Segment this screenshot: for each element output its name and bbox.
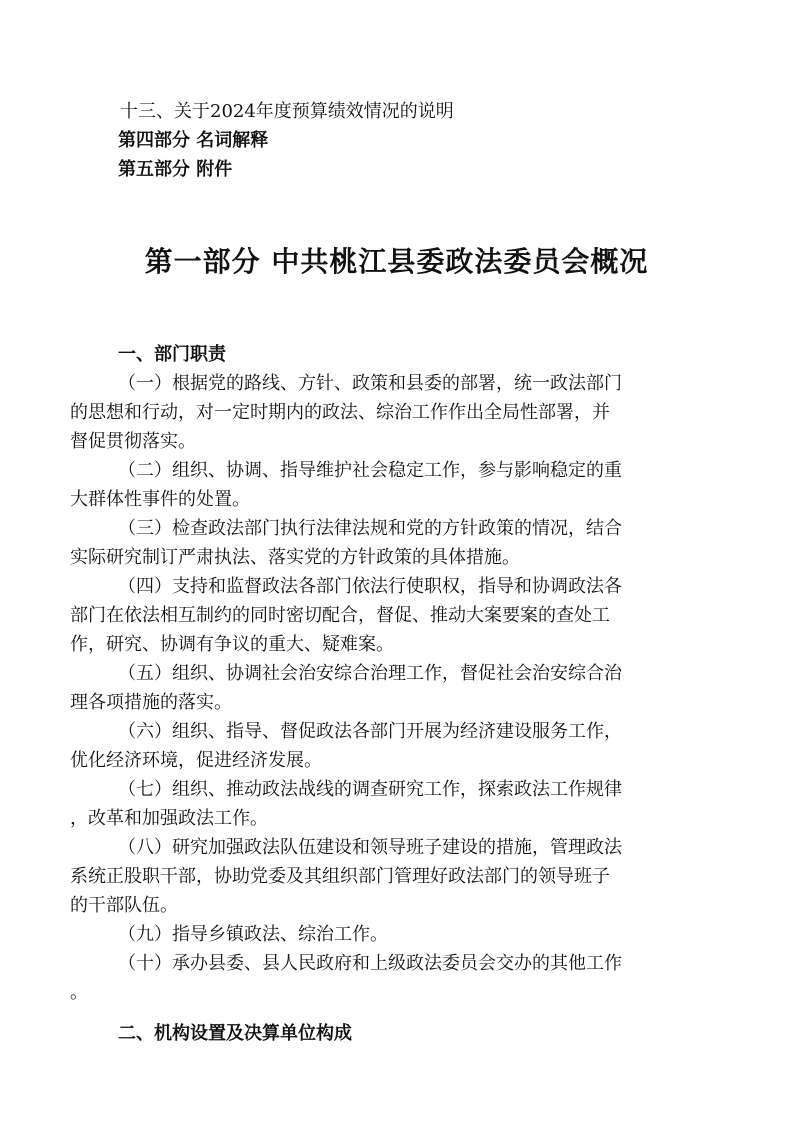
paragraph-line: 部门在依法相互制约的同时密切配合，督促、推动大案要案的查处工 [70, 605, 610, 626]
paragraph-line: （七）组织、推动政法战线的调查研究工作，探索政法工作规律 [118, 779, 622, 800]
toc-item-part4: 第四部分 名词解释 [118, 130, 269, 151]
paragraph-line: 大群体性事件的处置。 [70, 489, 250, 510]
paragraph-line: （九）指导乡镇政法、综治工作。 [118, 924, 388, 945]
paragraph-line: （一）根据党的路线、方针、政策和县委的部署，统一政法部门 [118, 373, 622, 394]
paragraph-line: 的干部队伍。 [70, 895, 178, 916]
paragraph-line: ，改革和加强政法工作。 [70, 808, 268, 829]
paragraph-line: 。 [70, 982, 88, 1003]
table-of-contents [118, 97, 454, 184]
paragraph-line: 督促贯彻落实。 [70, 431, 196, 452]
paragraph-line: （四）支持和监督政法各部门依法行使职权，指导和协调政法各 [118, 576, 622, 597]
paragraph-line: （六）组织、指导、督促政法各部门开展为经济建设服务工作， [118, 721, 622, 742]
page-title: 第一部分 中共桃江县委政法委员会概况 [144, 245, 649, 278]
paragraph-line: （二）组织、协调、指导维护社会稳定工作，参与影响稳定的重 [118, 460, 622, 481]
paragraph-line: （十）承办县委、县人民政府和上级政法委员会交办的其他工作 [118, 953, 622, 974]
paragraph-line: 理各项措施的落实。 [70, 692, 232, 713]
paragraph-line: （三）检查政法部门执行法律法规和党的方针政策的情况，结合 [118, 518, 622, 539]
toc-item-part5: 第五部分 附件 [118, 159, 233, 180]
paragraph-line: 优化经济环境，促进经济发展。 [70, 750, 322, 771]
document-body [70, 340, 722, 1048]
section-heading-duties: 一、部门职责 [118, 344, 226, 365]
section-heading-organization: 二、机构设置及决算单位构成 [118, 1023, 352, 1044]
paragraph-line: 作，研究、协调有争议的重大、疑难案。 [70, 634, 394, 655]
paragraph-line: 实际研究制订严肃执法、落实党的方针政策的具体措施。 [70, 547, 520, 568]
paragraph-line: （五）组织、协调社会治安综合治理工作，督促社会治安综合治 [118, 663, 622, 684]
paragraph-line: 的思想和行动，对一定时期内的政法、综治工作作出全局性部署，并 [70, 402, 610, 423]
paragraph-line: 系统正股职干部，协助党委及其组织部门管理好政法部门的领导班子 [70, 866, 610, 887]
paragraph-line: （八）研究加强政法队伍建设和领导班子建设的措施，管理政法 [118, 837, 622, 858]
toc-item-performance: 十三、关于2024年度预算绩效情况的说明 [120, 101, 454, 122]
